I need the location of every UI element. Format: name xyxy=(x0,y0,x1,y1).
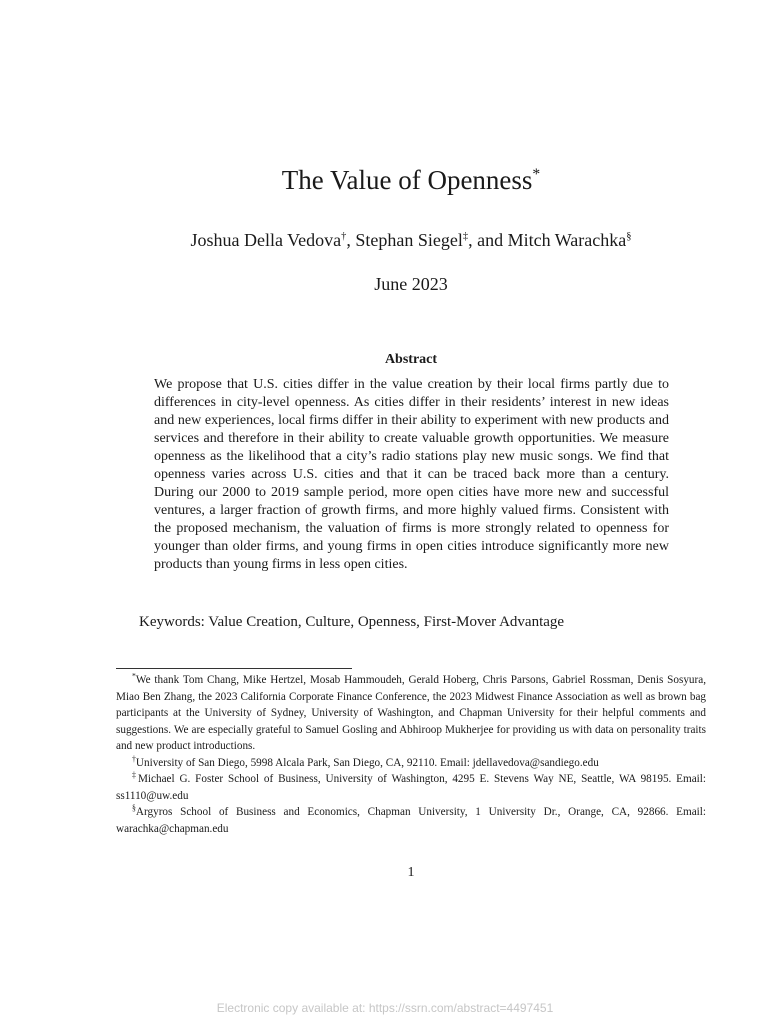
abstract-heading: Abstract xyxy=(384,352,438,367)
author-footnote-mark: ‡ xyxy=(462,231,469,242)
footnote-author-2 xyxy=(116,771,706,804)
author-separator: , and xyxy=(468,230,508,250)
footnote-text: We thank Tom Chang, Mike Hertzel, Mosab Hammoudeh, Gerald Hoberg, Chris Parsons, Gabriel Rossman, Denis Sosyura, Miao Ben Zhang, the 2023 California Corporate Finance Conference, the 2023 Midwest Finance Association as well as brown bag participants at the University of Sydney, University of Washington, and Chapman University for their helpful comments and suggestions. We are especially grateful to Samuel Gosling and Abhiroop Mukherjee for providing us with data on personality traits and new product introductions. xyxy=(116,674,706,752)
author-separator: , xyxy=(346,230,356,250)
paper-date: June 2023 xyxy=(374,274,448,294)
footnote-author-3 xyxy=(116,804,706,837)
abstract-text: We propose that U.S. cities differ in the value creation by their local firms partly due to differences in city-level openness. As cities differ in their residents’ interest in new ideas and new experiences, local firms differ in their ability to experiment with new products and services and therefore in their ability to create valuable growth opportunities. We measure openness as the likelihood that a city’s radio stations play new music songs. We find that openness varies across U.S. cities and that it can be traced back more than a century. During our 2000 to 2019 sample period, more open cities have more new and successful ventures, a larger fraction of growth firms, and more highly valued firms. Consistent with the proposed mechanism, the valuation of firms is more strongly related to openness for younger than older firms, and young firms in open cities introduce significantly more new products than young firms in less open cities. xyxy=(154,377,669,572)
title-text: The Value of Openness xyxy=(281,165,533,195)
footnotes xyxy=(116,672,706,837)
author-name: Stephan Siegel xyxy=(355,230,463,250)
footnote-acknowledgements xyxy=(116,672,706,755)
paper-title xyxy=(0,164,770,196)
footnote-symbol: ‡ xyxy=(132,770,138,780)
page-number: 1 xyxy=(407,865,415,880)
footnote-divider xyxy=(116,668,352,669)
footnote-author-1 xyxy=(116,755,706,772)
keywords: Keywords: Value Creation, Culture, Openness, First-Mover Advantage xyxy=(139,614,565,630)
author-name: Mitch Warachka xyxy=(507,230,627,250)
title-footnote-mark: * xyxy=(532,166,541,183)
footnote-symbol: § xyxy=(132,803,136,813)
footnote-text: Argyros School of Business and Economics, Chapman University, 1 University Dr., Orange, CA, 92866. Email: warachka@chapman.edu xyxy=(116,806,706,835)
author-name: Joshua Della Vedova xyxy=(190,230,342,250)
author-line xyxy=(0,228,770,252)
footnote-symbol: * xyxy=(132,671,136,681)
footnote-text: University of San Diego, 5998 Alcala Park, San Diego, CA, 92110. Email: jdellavedova@sandiego.edu xyxy=(135,756,599,769)
author-footnote-mark: † xyxy=(341,231,347,242)
footnote-symbol: † xyxy=(132,753,136,763)
footnote-text: Michael G. Foster School of Business, University of Washington, 4295 E. Stevens Way NE, Seattle, WA 98195. Email: ss1110@uw.edu xyxy=(116,773,707,802)
ssrn-watermark: Electronic copy available at: https://ssrn.com/abstract=4497451 xyxy=(216,1001,554,1015)
author-footnote-mark: § xyxy=(626,231,632,242)
